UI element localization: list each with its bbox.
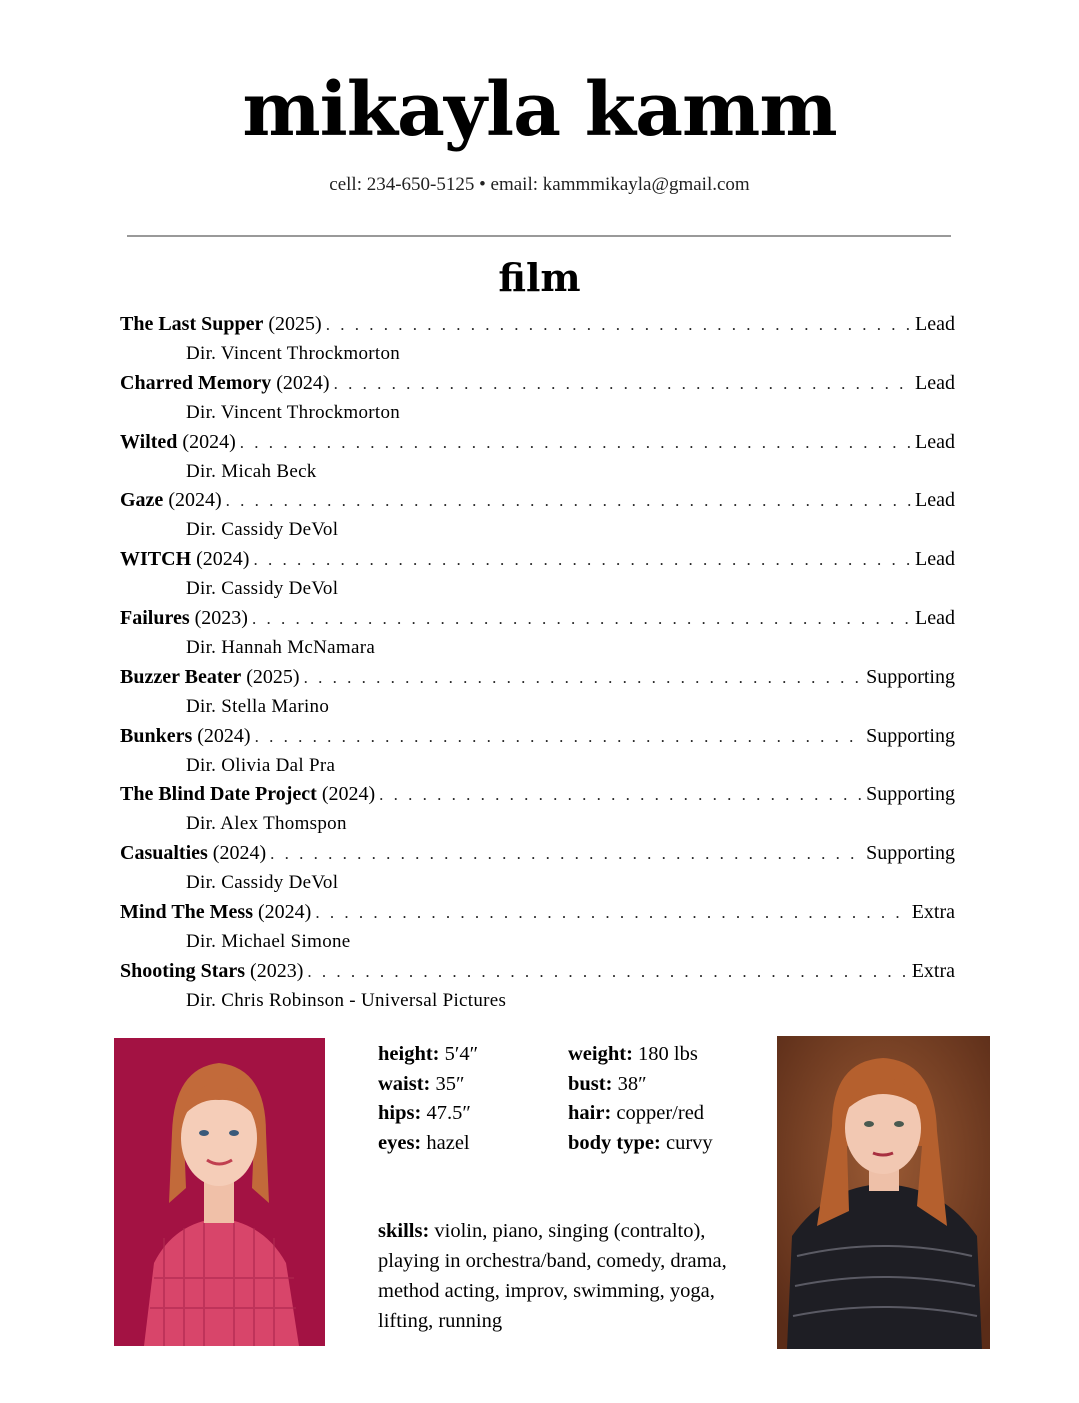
credit-director: Dir. Vincent Throckmorton (186, 401, 401, 423)
credit-title: Charred Memory (120, 371, 272, 394)
dot-leader (304, 663, 863, 693)
stat-weight: weight: 180 lbs (568, 1043, 698, 1065)
stat-hips: hips: 47.5″ (378, 1102, 471, 1124)
dot-leader (252, 604, 911, 634)
stat-waist: waist: 35″ (378, 1072, 465, 1095)
credit-title: Wilted (120, 430, 178, 453)
dot-leader (334, 369, 911, 399)
credit-item (120, 779, 955, 838)
credit-director: Dir. Michael Simone (186, 930, 351, 952)
credit-year: (2024) (276, 371, 330, 394)
credit-item (120, 368, 955, 427)
skills-paragraph: skills: violin, piano, singing (contralto), playing in orchestra/band, comedy, drama, method acting, improv, swimming, yoga, lifting, running (378, 1220, 727, 1332)
credit-role: Supporting (866, 842, 955, 865)
credit-year: (2024) (321, 783, 376, 806)
credit-role: Supporting (866, 665, 955, 688)
credit-role: Lead (915, 430, 955, 453)
credit-role: Supporting (866, 783, 955, 806)
credit-director: Dir. Vincent Throckmorton (186, 343, 401, 364)
credit-line (120, 427, 955, 458)
credit-item (120, 309, 955, 368)
credit-line (120, 544, 955, 575)
credit-item (120, 427, 955, 486)
credit-item (120, 485, 955, 544)
dot-leader (326, 310, 911, 340)
credit-director: Dir. Stella Marino (186, 695, 330, 717)
credit-title: Failures (120, 606, 190, 629)
credit-year: (2023) (250, 959, 304, 982)
credit-role: Lead (915, 548, 955, 571)
credit-line (120, 897, 955, 928)
header-divider (127, 235, 951, 237)
credit-director: Dir. Cassidy DeVol (186, 578, 339, 600)
stat-hair: hair: copper/red (568, 1102, 705, 1124)
credit-title: Shooting Stars (120, 959, 246, 982)
credit-title: Casualties (120, 842, 208, 865)
stat-body-type: body type: curvy (568, 1131, 713, 1154)
credit-role: Lead (915, 606, 955, 629)
credit-item (120, 956, 955, 1015)
dot-leader (315, 898, 907, 928)
credit-role: Extra (911, 959, 955, 982)
film-credits-list (120, 309, 955, 1015)
physical-stats (378, 1040, 758, 1158)
credit-year: (2024) (197, 724, 251, 747)
credit-year: (2024) (196, 548, 250, 571)
credit-line (120, 956, 955, 987)
credit-director: Dir. Cassidy DeVol (186, 519, 339, 541)
credit-director: Dir. Cassidy DeVol (186, 872, 339, 894)
stat-bust: bust: 38″ (568, 1072, 647, 1095)
dot-leader (255, 722, 863, 752)
credit-item (120, 897, 955, 956)
credit-title: The Blind Date Project (120, 783, 317, 806)
stat-eyes: eyes: hazel (378, 1131, 470, 1154)
actor-name: mikayla kamm (242, 67, 837, 153)
credit-role: Extra (911, 900, 955, 923)
credit-role: Lead (915, 371, 955, 394)
credit-title: Gaze (120, 489, 164, 512)
credit-item (120, 838, 955, 897)
credit-line (120, 779, 955, 810)
credit-item (120, 721, 955, 780)
dot-leader (253, 545, 911, 575)
contact-info: cell: 234-650-5125 • email: kammmikayla@gmail.com (329, 174, 750, 195)
credit-line (120, 368, 955, 399)
credit-title: Buzzer Beater (120, 665, 242, 688)
credit-year: (2024) (257, 900, 312, 923)
credit-director: Dir. Hannah McNamara (186, 636, 376, 658)
credit-director: Dir. Chris Robinson - Universal Pictures (186, 989, 507, 1011)
credit-director: Dir. Alex Thomspon (186, 813, 347, 835)
credit-director: Dir. Olivia Dal Pra (186, 754, 336, 776)
credit-title: The Last Supper (120, 313, 264, 335)
credit-title: Bunkers (120, 724, 193, 747)
credit-year: (2024) (168, 489, 222, 512)
credit-item (120, 603, 955, 662)
headshot-photo-brown (777, 1036, 990, 1349)
credit-role: Lead (915, 313, 955, 335)
credit-year: (2023) (194, 606, 248, 629)
credit-item (120, 662, 955, 721)
dot-leader (270, 839, 862, 869)
credit-year: (2025) (268, 313, 322, 335)
headshot-photo-pink (114, 1038, 325, 1346)
stat-height: height: 5′4″ (378, 1043, 479, 1065)
credit-year: (2024) (212, 842, 267, 865)
credit-year: (2025) (246, 665, 300, 688)
credit-line (120, 662, 955, 693)
dot-leader (307, 957, 907, 987)
credit-title: Mind The Mess (120, 900, 253, 923)
credit-item (120, 544, 955, 603)
credit-line (120, 603, 955, 634)
credit-year: (2024) (182, 430, 236, 453)
credit-line (120, 838, 955, 869)
credit-director: Dir. Micah Beck (186, 460, 317, 482)
credit-line (120, 721, 955, 752)
section-title-film: film (498, 255, 581, 300)
credit-line (120, 309, 955, 340)
credit-role: Lead (915, 489, 955, 512)
credit-line (120, 485, 955, 516)
credit-role: Supporting (866, 724, 955, 747)
credit-title: WITCH (120, 548, 192, 571)
dot-leader (240, 428, 911, 458)
dot-leader (226, 486, 911, 516)
dot-leader (379, 780, 862, 810)
